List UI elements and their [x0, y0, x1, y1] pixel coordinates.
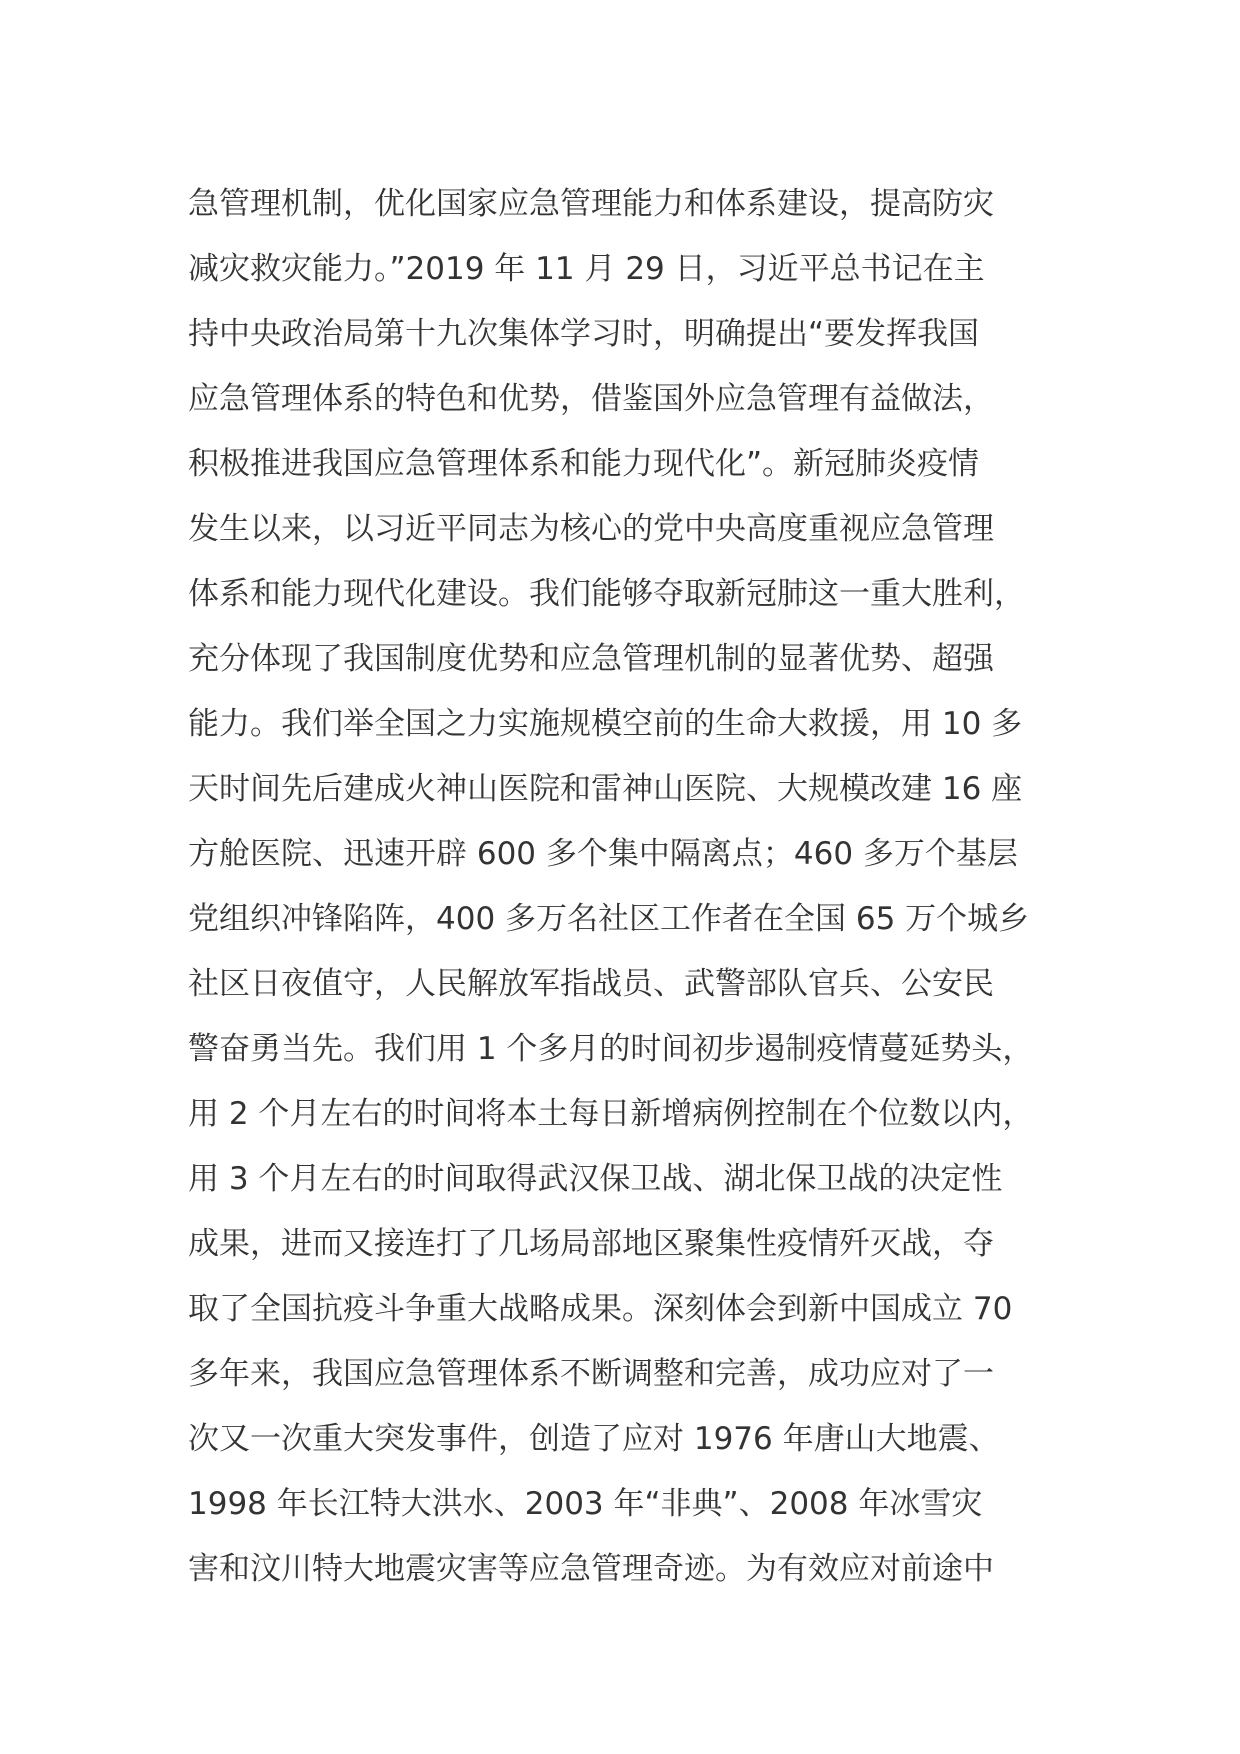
text-line: 次又一次重大突发事件，创造了应对 1976 年唐山大地震、 — [188, 1421, 1000, 1457]
body-paragraph — [188, 172, 1068, 1602]
text-line: 充分体现了我国制度优势和应急管理机制的显著优势、超强 — [188, 641, 994, 677]
text-line: 天时间先后建成火神山医院和雷神山医院、大规模改建 16 座 — [188, 771, 1023, 807]
text-line: 多年来，我国应急管理体系不断调整和完善，成功应对了一 — [188, 1356, 994, 1392]
text-line: 1998 年长江特大洪水、2003 年“非典”、2008 年冰雪灾 — [188, 1486, 983, 1522]
text-line: 警奋勇当先。我们用 1 个多月的时间初步遏制疫情蔓延势头， — [188, 1031, 1034, 1067]
text-line: 能力。我们举全国之力实施规模空前的生命大救援，用 10 多 — [188, 706, 1023, 742]
text-line: 积极推进我国应急管理体系和能力现代化”。新冠肺炎疫情 — [188, 446, 980, 482]
text-line: 方舱医院、迅速开辟 600 多个集中隔离点；460 多万个基层 — [188, 836, 1018, 872]
text-line: 体系和能力现代化建设。我们能够夺取新冠肺这一重大胜利， — [188, 576, 1025, 612]
text-line: 发生以来，以习近平同志为核心的党中央高度重视应急管理 — [188, 511, 994, 547]
text-line: 持中央政治局第十九次集体学习时，明确提出“要发挥我国 — [188, 316, 980, 352]
text-line: 用 3 个月左右的时间取得武汉保卫战、湖北保卫战的决定性 — [188, 1161, 1003, 1197]
text-line: 取了全国抗疫斗争重大战略成果。深刻体会到新中国成立 70 — [188, 1291, 1013, 1327]
text-line: 急管理机制，优化国家应急管理能力和体系建设，提高防灾 — [188, 186, 994, 222]
text-line: 党组织冲锋陷阵，400 多万名社区工作者在全国 65 万个城乡 — [188, 901, 1030, 937]
text-line: 成果，进而又接连打了几场局部地区聚集性疫情歼灭战，夺 — [188, 1226, 994, 1262]
text-line: 应急管理体系的特色和优势，借鉴国外应急管理有益做法， — [188, 381, 994, 417]
text-line: 用 2 个月左右的时间将本土每日新增病例控制在个位数以内， — [188, 1096, 1034, 1132]
text-line: 减灾救灾能力。”2019 年 11 月 29 日，习近平总书记在主 — [188, 251, 985, 287]
text-line: 害和汶川特大地震灾害等应急管理奇迹。为有效应对前途中 — [188, 1551, 994, 1587]
text-line: 社区日夜值守，人民解放军指战员、武警部队官兵、公安民 — [188, 966, 994, 1002]
